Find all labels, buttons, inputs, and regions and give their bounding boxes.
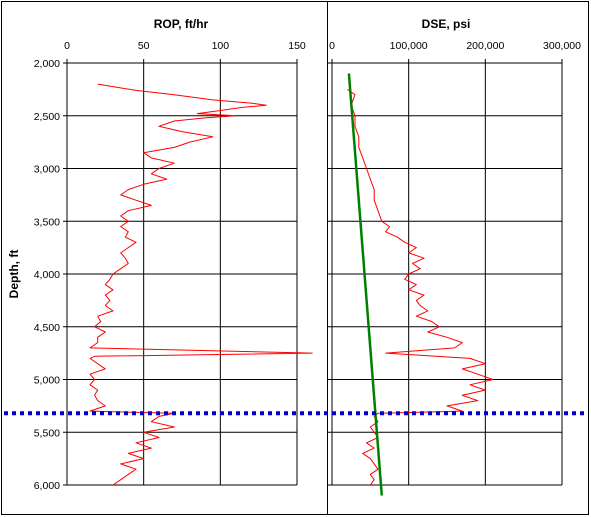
rop-x-tick-label: 100	[211, 40, 230, 52]
dse-chart-title: DSE, psi	[421, 17, 471, 31]
depth-axis-label: Depth, ft	[7, 249, 21, 299]
depth-tick-label: 4,500	[33, 321, 60, 334]
rop-x-tick-label: 150	[288, 40, 306, 52]
depth-tick-label: 3,500	[33, 216, 60, 229]
dse-series-line	[347, 89, 493, 485]
rop-plot	[34, 40, 313, 492]
depth-tick-label: 5,000	[33, 374, 60, 387]
rop-x-tick-label: 0	[64, 40, 70, 52]
depth-tick-label: 3,000	[33, 163, 60, 176]
right-panel-frame	[328, 2, 589, 515]
rop-chart-title: ROP, ft/hr	[153, 17, 209, 31]
depth-tick-label: 5,500	[33, 427, 60, 440]
dse-plot	[328, 40, 581, 496]
dse-x-tick-label: 100,000	[389, 40, 428, 52]
dse-x-tick-label: 300,000	[543, 40, 581, 52]
rop-series-line	[90, 84, 312, 485]
depth-tick-label: 4,000	[33, 269, 60, 281]
dse-x-tick-label: 0	[329, 40, 335, 52]
depth-tick-label: 2,000	[33, 58, 60, 70]
dse-x-tick-label: 200,000	[466, 40, 505, 52]
depth-tick-label: 2,500	[33, 110, 60, 123]
rop-x-tick-label: 50	[137, 40, 150, 52]
depth-tick-label: 6,000	[33, 480, 60, 492]
